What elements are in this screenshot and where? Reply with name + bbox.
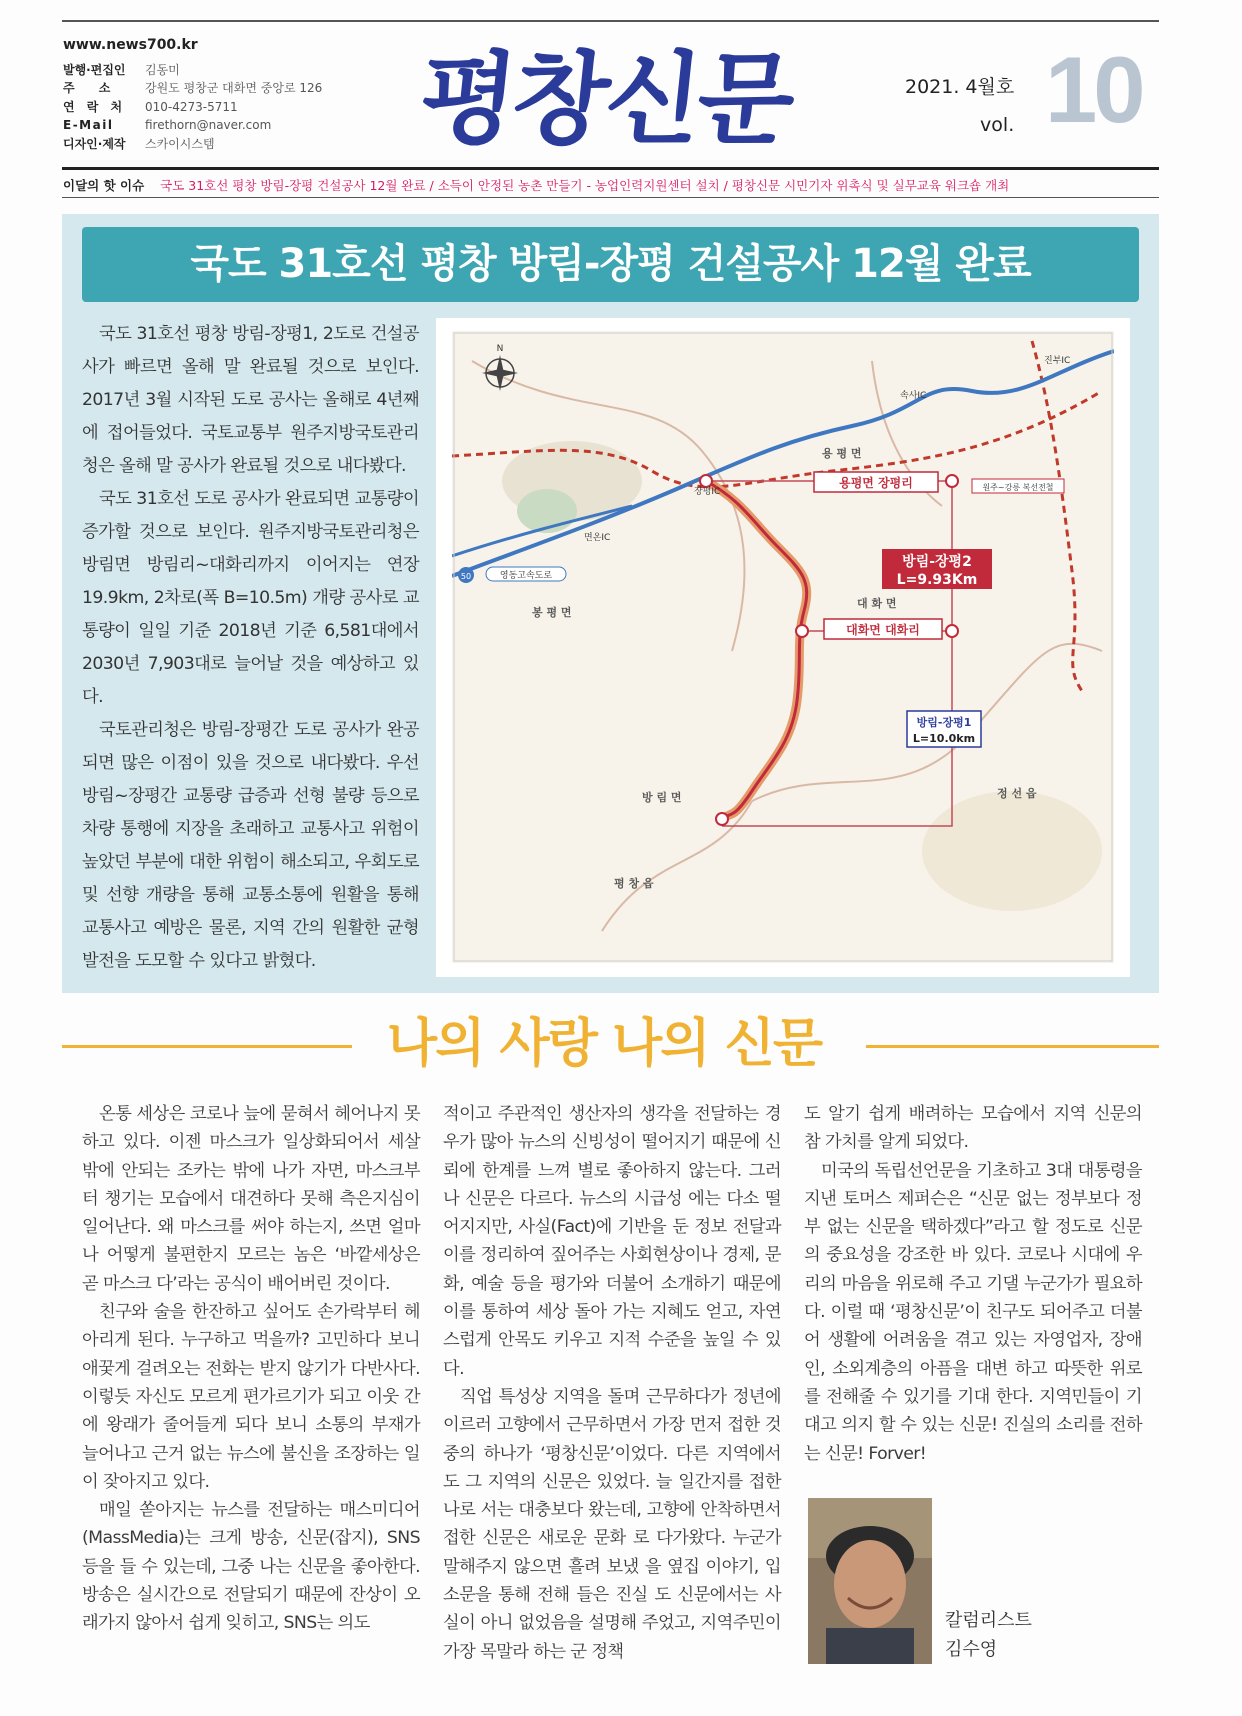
column-paragraph: 온통 세상은 코로나 늪에 묻혀서 헤어나지 못하고 있다. 이젠 마스크가 일상화되어서 세살 밖에 안되는 조카는 밖에 나가 자면, 마스크부터 챙기는 모습에서 대견하다 못해 측은지심이 일어난다. 왜 마스크를 써야 하는지, 쓰면 얼마나 어떻게 불편한지 모르는 놈은 ‘바깥세상은 곧 마스크 다’라는 공식이 배어버린 것이다. bbox=[82, 1104, 420, 1294]
info-row-publisher bbox=[63, 61, 363, 80]
feature-headline: 국도 31호선 평창 방림-장평 건설공사 12월 완료 bbox=[82, 227, 1139, 302]
map-label-bongpyeong: 봉 평 면 bbox=[532, 606, 572, 619]
top-rule bbox=[62, 20, 1159, 22]
author-name: 김수영 bbox=[945, 1639, 998, 1660]
vol-label: vol. bbox=[980, 114, 1015, 136]
info-key: E-Mail bbox=[63, 118, 114, 132]
author-photo bbox=[808, 1498, 932, 1664]
info-value: 강원도 평창군 대화면 중앙로 126 bbox=[145, 81, 323, 95]
info-row-email bbox=[63, 116, 363, 135]
column-paragraph: 매일 쏟아지는 뉴스를 전달하는 매스미디어(MassMedia)는 크게 방송, 신문(잡지), SNS 등을 들 수 있는데, 그중 나는 신문을 좋아한다. 방송은 실시간으로 전달되기 때문에 잔상이 오래가지 않아서 쉽게 잊히고, SNS는 의도 bbox=[82, 1500, 420, 1634]
column-paragraph: 직업 특성상 지역을 돌며 근무하다가 정년에 이르러 고향에서 근무하면서 가장 먼저 접한 것 중의 하나가 ‘평창신문’이었다. 다른 지역에서도 그 지역의 신문은 있었다. 늘 일간지를 접한 나로 서는 대충보다 왔는데, 고향에 안착하면서 접한 신문은 새로운 문화 로 다가왔다. 누군가 말해주지 않으면 흘려 보냈 을 옆집 이야기, 입소문을 통해 전해 들은 진실 도 신문에서는 사실이 아니 없었음을 설명해 주었고, 지역주민이 가장 목말라 하는 군 정책 bbox=[443, 1386, 781, 1662]
hot-issue-bar bbox=[63, 176, 1009, 194]
feature-paragraph: 국토관리청은 방림-장평간 도로 공사가 완공되면 많은 이점이 있을 것으로 내다봤다. 우선 방림~장평간 교통량 급증과 선형 불량 등으로 차량 통행에 지장을 초래하고 교통사고 위험이 높았던 부분에 대한 위험이 해소되고, 우회도로 및 선향 개량을 통해 교통소통에 원활을 통해 교통사고 예방은 물론, 지역 간의 원활한 균형 발전을 도모할 수 있다고 밝혔다. bbox=[82, 720, 419, 971]
column-paragraph: 친구와 술을 한잔하고 싶어도 손가락부터 헤아리게 된다. 누구하고 먹을까? 고민하다 보니 애꿎게 걸려오는 전화는 받지 않기가 다반사다. 이렇듯 자신도 모르게 편가르기가 되고 이웃 간에 왕래가 줄어들게 되다 보니 소통의 부재가 늘어나고 근거 없는 뉴스에 불신을 조장하는 일이 잦아지고 있다. bbox=[82, 1302, 420, 1492]
route-map-drawing bbox=[452, 331, 1114, 963]
hot-issue-label: 이달의 핫 이슈 bbox=[63, 178, 145, 193]
route-map bbox=[436, 318, 1130, 977]
map-node bbox=[700, 475, 712, 487]
map-label-jangpyeong-ic: 장평IC bbox=[694, 487, 721, 497]
map-label-bangrim: 방 림 면 bbox=[642, 791, 682, 804]
column-text-col-2 bbox=[443, 1100, 781, 1666]
map-label-jeongseon: 정 선 읍 bbox=[997, 787, 1037, 800]
feature-paragraph: 국도 31호선 평창 방림-장평1, 2도로 건설공사가 빠르면 올해 말 완료될 것으로 보인다. 2017년 3월 시작된 도로 공사는 올해로 4년째에 접어들었다. 국토교통부 원주지방국토관리청은 올해 말 공사가 완료될 것으로 내다봤다. bbox=[82, 324, 419, 476]
column-text-col-3 bbox=[804, 1100, 1142, 1468]
column-paragraph: 미국의 독립선언문을 기초하고 3대 대통령을 지낸 토머스 제퍼슨은 “신문 없는 정부보다 정부 없는 신문을 택하겠다”라고 할 정도로 신문의 중요성을 강조한 바 있다. 코로나 시대에 우리의 마음을 위로해 주고 기댈 누군가가 필요하다. 이럴 때 ‘평창신문’이 친구도 되어주고 더불어 생활에 어려움을 겪고 있는 자영업자, 장애인, 소외계층의 아픔을 대변 하고 따뜻한 위로를 전해줄 수 있기를 기대 한다. 지역민들이 기대고 의지 할 수 있는 신문! 진실의 소리를 전하는 신문! Forver! bbox=[804, 1160, 1142, 1464]
publisher-info bbox=[63, 36, 363, 153]
column-section-title: 나의 사랑 나의 신문 bbox=[386, 1014, 822, 1074]
feature-paragraph: 국도 31호선 도로 공사가 완료되면 교통량이 증가할 것으로 보인다. 원주지방국토관리청은 방림면 방림리~대화리까지 이어지는 연장 19.9km, 2차로(폭 B=10.5m) 개량 공사로 교통량이 일일 기준 2018년 기준 6,581대에서 2030년 7,903대로 늘어날 것을 예상하고 있다. bbox=[82, 489, 419, 707]
site-url[interactable]: www.news700.kr bbox=[63, 37, 198, 53]
volume-number: 10 bbox=[1045, 37, 1142, 142]
map-label-section-1-length: L=10.0km bbox=[912, 732, 976, 745]
newspaper-logo bbox=[388, 26, 838, 166]
map-label-pyeongchang: 평 창 읍 bbox=[614, 877, 654, 890]
map-label-yongpyeong-jangpyeong: 용평면 장평리 bbox=[839, 476, 913, 490]
info-row-address bbox=[63, 79, 363, 98]
info-key: 디자인·제작 bbox=[63, 136, 126, 151]
hot-issue-text[interactable]: 국도 31호선 평창 방림-장평 건설공사 12월 완료 / 소득이 안정된 농촌 만들기 - 농업인력지원센터 설치 / 평창신문 시민기자 위촉식 및 실무교육 워크숍 개최 bbox=[160, 178, 1010, 193]
author-caption bbox=[945, 1606, 1032, 1664]
info-key: 발행·편집인 bbox=[63, 62, 126, 77]
map-node bbox=[796, 625, 808, 637]
info-key: 주 소 bbox=[63, 81, 121, 95]
map-label-section-2-length: L=9.93Km bbox=[896, 572, 978, 588]
author-role: 칼럼리스트 bbox=[945, 1610, 1032, 1631]
info-value: 김동미 bbox=[145, 62, 180, 77]
info-value: 스카이시스템 bbox=[145, 136, 215, 151]
masthead-rule bbox=[62, 167, 1159, 170]
map-label-expressway: 영동고속도로 bbox=[499, 571, 553, 581]
section-rule-right bbox=[866, 1045, 1159, 1048]
column-paragraph: 도 알기 쉽게 배려하는 모습에서 지역 신문의 참 가치를 알게 되었다. bbox=[804, 1104, 1142, 1153]
map-label-jinbu-ic: 진부IC bbox=[1044, 356, 1071, 366]
map-node bbox=[946, 625, 958, 637]
issue-info bbox=[905, 68, 1014, 144]
map-label-section-1: 방림-장평1 bbox=[916, 716, 972, 729]
map-label-daehwari: 대화면 대화리 bbox=[846, 623, 920, 637]
info-key: 연 락 처 bbox=[63, 99, 127, 114]
map-label-myeonon-ic: 면온IC bbox=[584, 533, 611, 543]
info-row-design bbox=[63, 135, 363, 154]
column-text-col-1 bbox=[82, 1100, 420, 1638]
column-paragraph: 적이고 주관적인 생산자의 생각을 전달하는 경우가 많아 뉴스의 신빙성이 떨어지기 때문에 신뢰에 한계를 느껴 별로 좋아하지 않는다. 그러나 신문은 다르다. 뉴스의 시급성 에는 다소 떨어지지만, 사실(Fact)에 기반을 둔 정보 전달과 이를 정리하여 짚어주는 사회현상이나 경제, 문화, 예술 등을 평가와 더불어 소개하기 때문에 이를 통하여 세상 돌아 가는 지혜도 얻고, 자연스럽게 안목도 키우고 지적 수준을 높일 수 있다. bbox=[443, 1104, 781, 1379]
hot-issue-rule bbox=[62, 197, 1159, 198]
terrain-patch bbox=[922, 791, 1102, 911]
map-label-yongpyeong: 용 평 면 bbox=[822, 447, 862, 460]
info-value[interactable]: firethorn@naver.com bbox=[145, 118, 272, 132]
issue-date: 2021. 4월호 bbox=[905, 76, 1015, 98]
map-label-railway: 원주~강릉 복선전철 bbox=[982, 483, 1054, 492]
author-portrait-image bbox=[808, 1498, 932, 1664]
map-node bbox=[946, 475, 958, 487]
section-rule-left bbox=[62, 1045, 352, 1048]
info-value: 010-4273-5711 bbox=[145, 99, 238, 114]
feature-body bbox=[82, 318, 419, 978]
logo-text: 평창신문 bbox=[413, 41, 797, 158]
svg-text:N: N bbox=[496, 344, 504, 354]
map-label-sokssa-ic: 속사IC bbox=[900, 391, 927, 401]
info-row-contact bbox=[63, 98, 363, 117]
map-label-section-2: 방림-장평2 bbox=[902, 554, 972, 570]
map-label-daehwa: 대 화 면 bbox=[857, 597, 897, 610]
map-label-route-50: 50 bbox=[460, 572, 472, 581]
map-node bbox=[716, 813, 728, 825]
